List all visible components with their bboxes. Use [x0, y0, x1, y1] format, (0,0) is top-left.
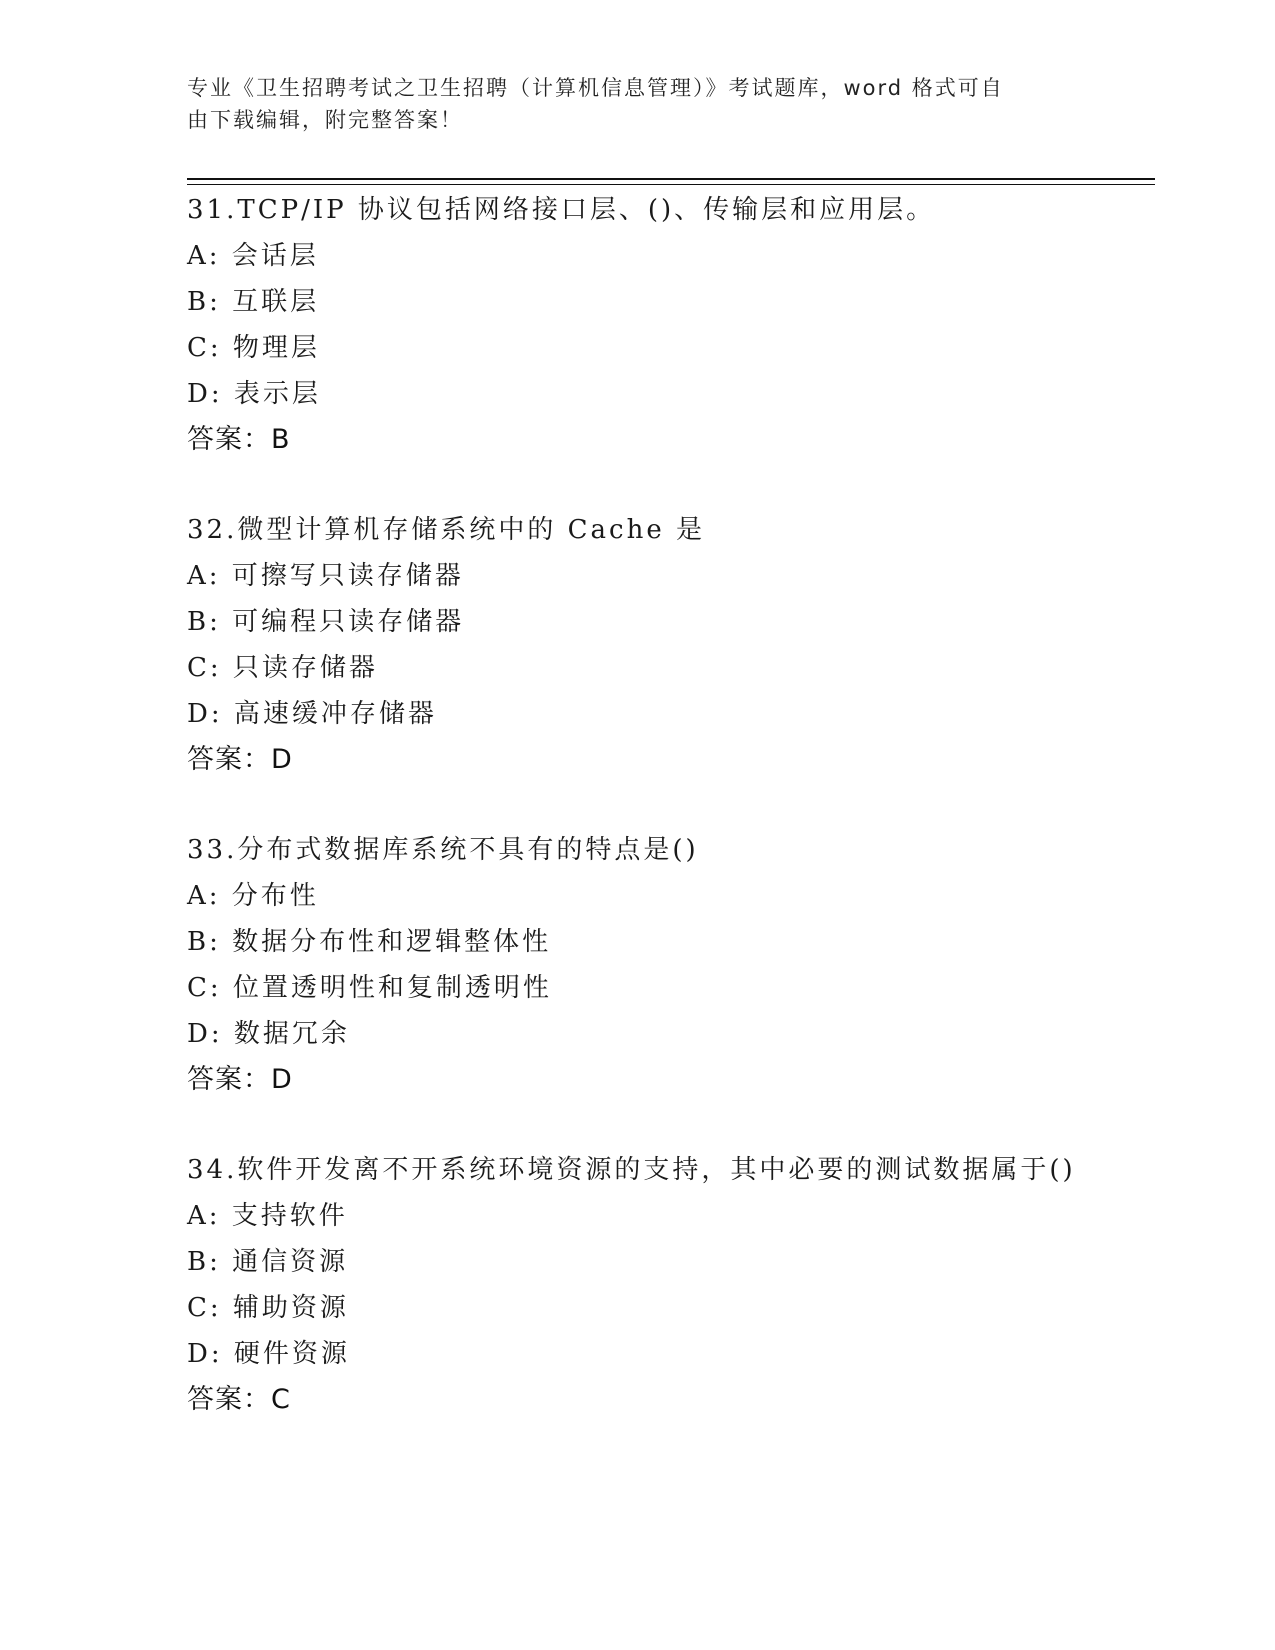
question-stem: 31.TCP/IP 协议包括网络接口层、()、传输层和应用层。: [187, 195, 936, 225]
intro-line-1: 专业《卫生招聘考试之卫生招聘（计算机信息管理）》考试题库，word 格式可自: [187, 76, 1004, 100]
option-d: D: 表示层: [187, 379, 321, 409]
option-d: D: 高速缓冲存储器: [187, 699, 437, 729]
header-divider-thick: [187, 178, 1155, 180]
answer: 答案：D: [187, 1064, 293, 1095]
answer: 答案：D: [187, 744, 293, 775]
option-d: D: 数据冗余: [187, 1019, 350, 1049]
document-intro: [187, 72, 1067, 136]
option-d: D: 硬件资源: [187, 1339, 350, 1369]
question-stem: 32.微型计算机存储系统中的 Cache 是: [187, 515, 705, 545]
option-a: A: 可擦写只读存储器: [187, 561, 464, 591]
option-c: C: 只读存储器: [187, 653, 378, 683]
option-a: A: 会话层: [187, 241, 319, 271]
option-b: B: 互联层: [187, 287, 320, 317]
question-33: [187, 827, 1155, 1103]
intro-line-2: 由下载编辑，附完整答案！: [187, 108, 463, 132]
option-b: B: 可编程只读存储器: [187, 607, 465, 637]
question-32: [187, 507, 1155, 783]
question-34: [187, 1147, 1155, 1423]
question-stem: 34.软件开发离不开系统环境资源的支持，其中必要的测试数据属于(): [187, 1155, 1076, 1185]
option-c: C: 位置透明性和复制透明性: [187, 973, 552, 1003]
header-divider-thin: [187, 184, 1155, 185]
option-a: A: 支持软件: [187, 1201, 348, 1231]
answer: 答案：B: [187, 424, 291, 455]
question-stem: 33.分布式数据库系统不具有的特点是(): [187, 835, 699, 865]
option-c: C: 物理层: [187, 333, 320, 363]
question-31: [187, 187, 1155, 463]
option-a: A: 分布性: [187, 881, 319, 911]
option-b: B: 数据分布性和逻辑整体性: [187, 927, 552, 957]
option-c: C: 辅助资源: [187, 1293, 349, 1323]
answer: 答案：C: [187, 1384, 291, 1415]
option-b: B: 通信资源: [187, 1247, 349, 1277]
